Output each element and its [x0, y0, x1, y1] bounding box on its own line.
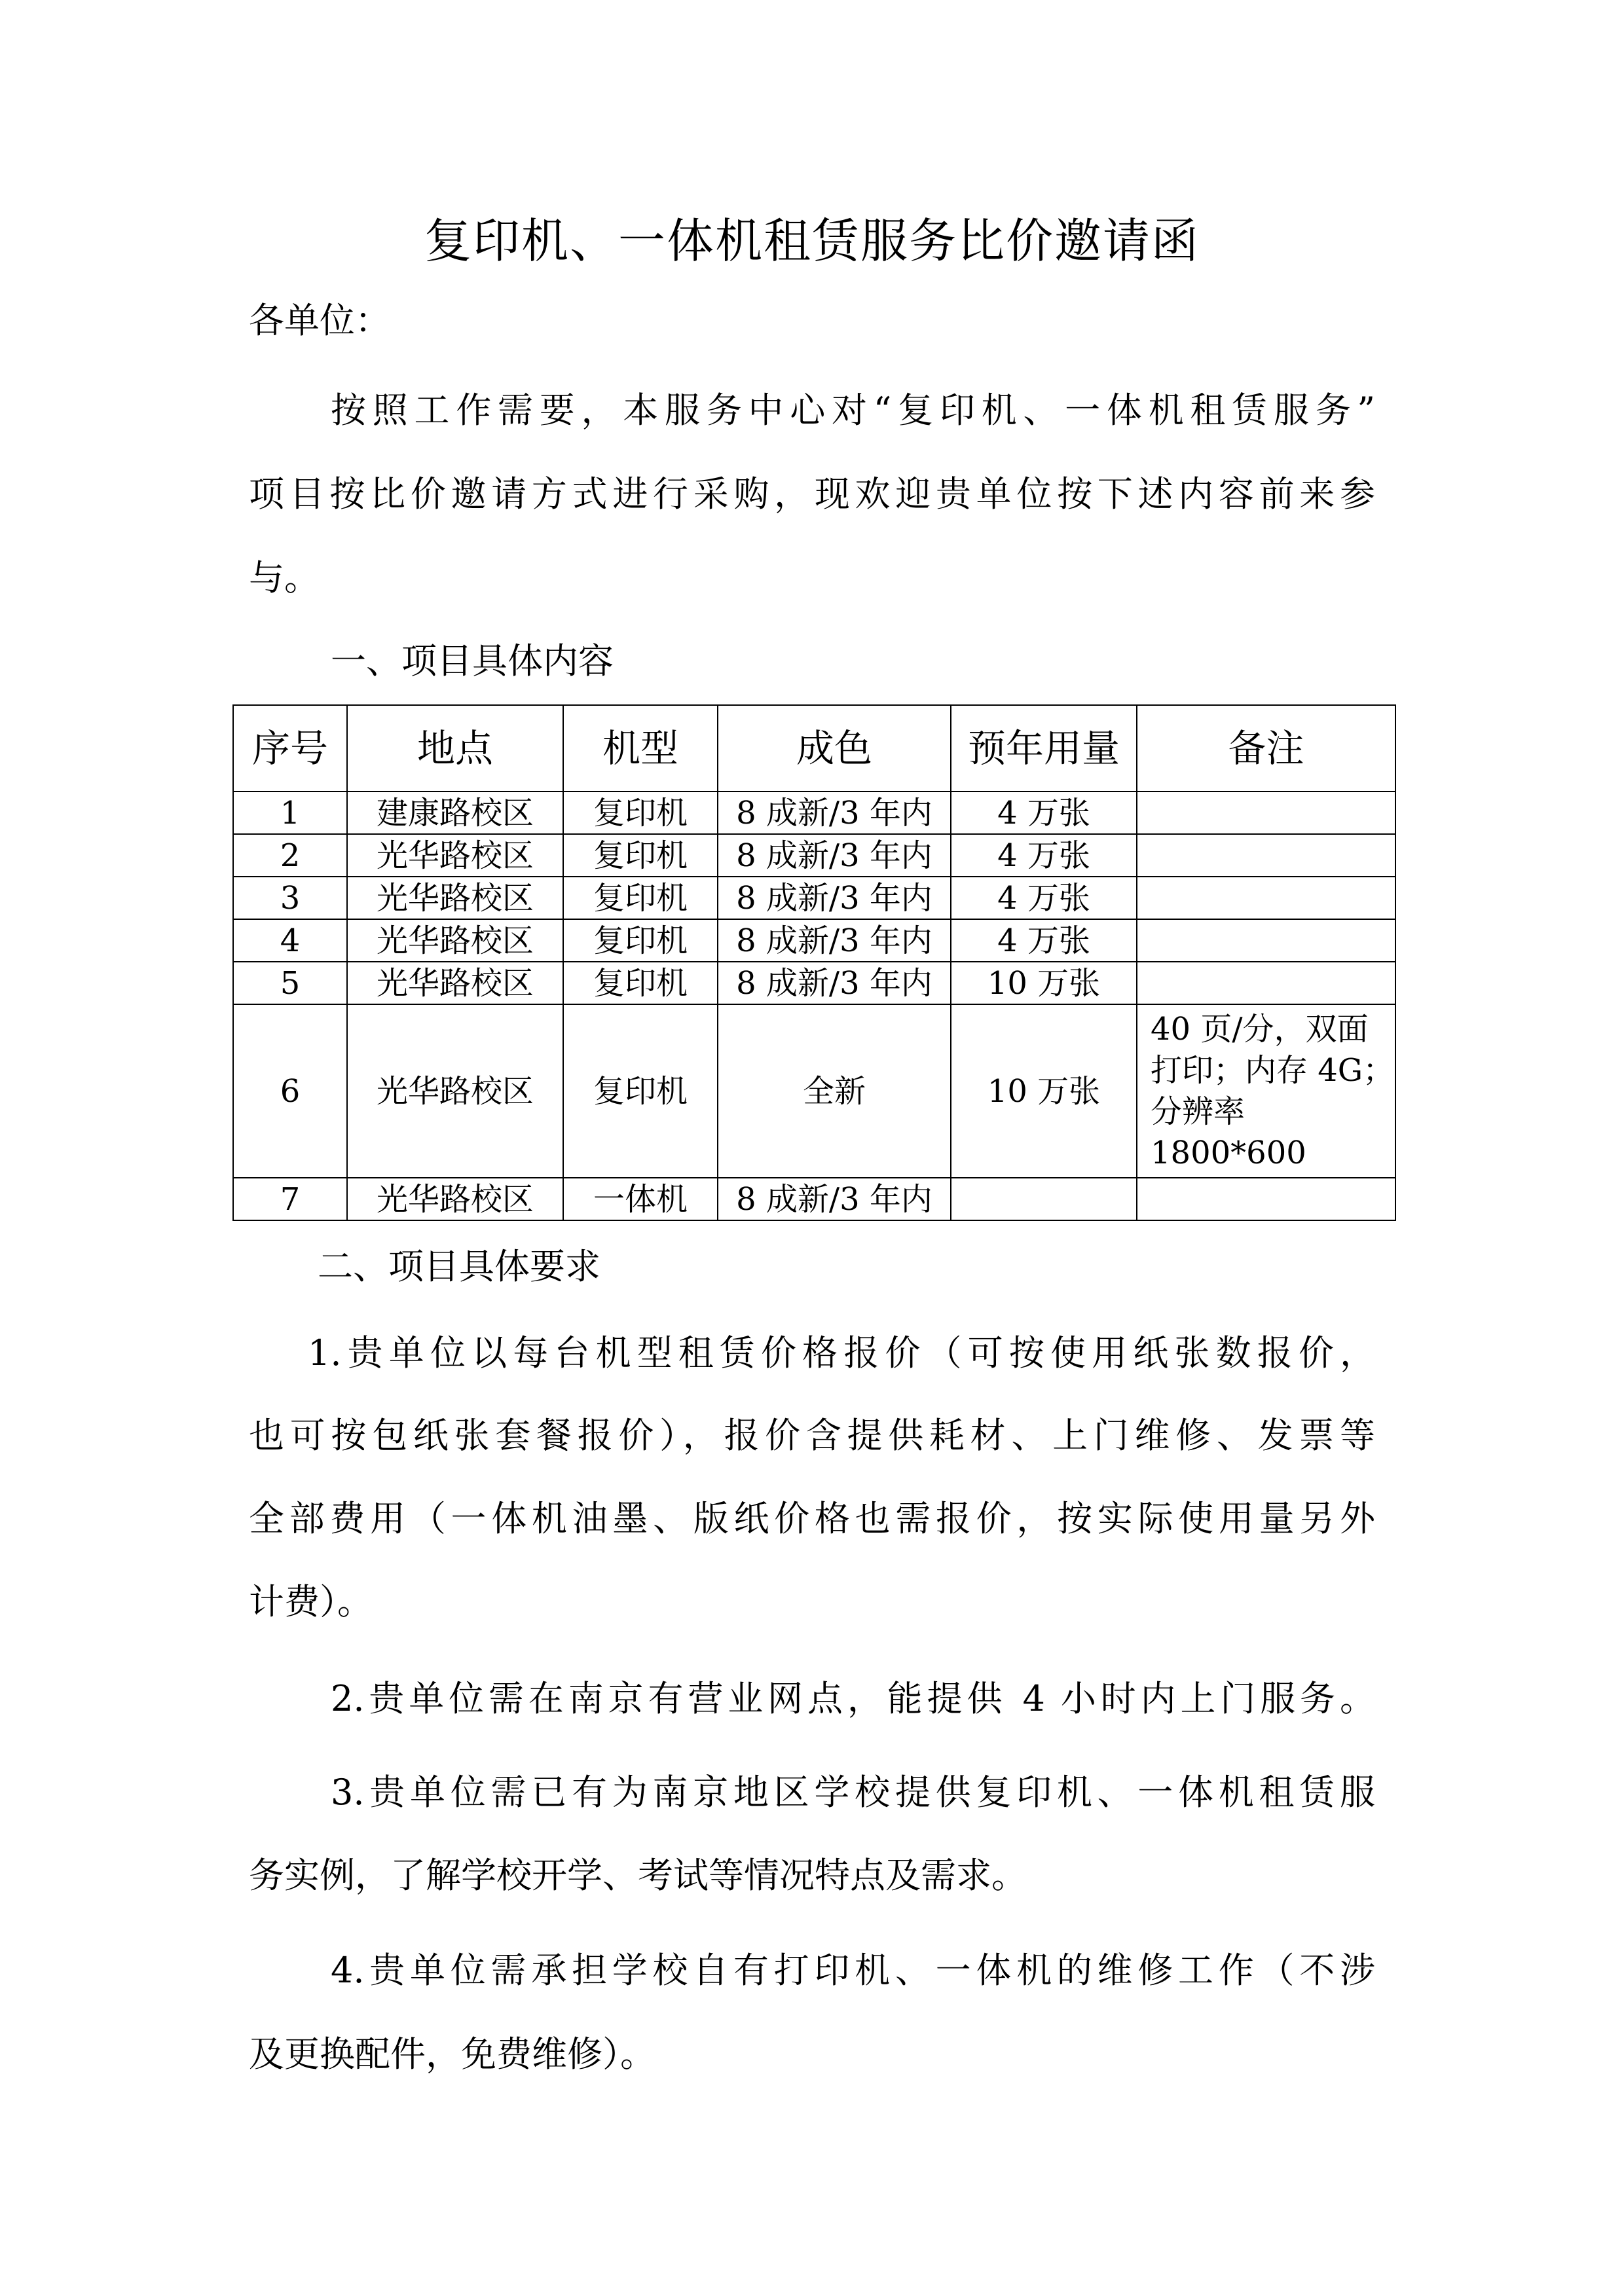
- cell-location: 光华路校区: [347, 1178, 563, 1220]
- cell-number: 6: [233, 1004, 347, 1178]
- table-row: [233, 792, 1395, 834]
- cell-location: 建康路校区: [347, 792, 563, 834]
- cell-number: 2: [233, 834, 347, 877]
- req1-line-4: 计费）。: [249, 1581, 373, 1622]
- header-condition: 成色: [718, 705, 951, 792]
- cell-number: 7: [233, 1178, 347, 1220]
- cell-remarks: [1137, 919, 1395, 962]
- cell-remarks: [1137, 962, 1395, 1004]
- cell-annual-volume: 4 万张: [951, 792, 1137, 834]
- cell-model: 复印机: [563, 877, 718, 919]
- cell-condition: 8 成新/3 年内: [718, 792, 951, 834]
- cell-condition: 8 成新/3 年内: [718, 962, 951, 1004]
- cell-location: 光华路校区: [347, 962, 563, 1004]
- cell-condition: 8 成新/3 年内: [718, 834, 951, 877]
- cell-condition: 8 成新/3 年内: [718, 919, 951, 962]
- cell-model: 复印机: [563, 962, 718, 1004]
- cell-number: 3: [233, 877, 347, 919]
- cell-remarks: [1137, 792, 1395, 834]
- req2-line-1: 2.贵单位需在南京有营业网点，能提供 4 小时内上门服务。: [331, 1678, 1375, 1719]
- req1-line-2: 也可按包纸张套餐报价），报价含提供耗材、上门维修、发票等: [249, 1415, 1375, 1456]
- table-row: [233, 834, 1395, 877]
- header-remarks: 备注: [1137, 705, 1395, 792]
- header-location: 地点: [347, 705, 563, 792]
- header-number: 序号: [233, 705, 347, 792]
- cell-number: 5: [233, 962, 347, 1004]
- cell-annual-volume: 4 万张: [951, 919, 1137, 962]
- cell-number: 4: [233, 919, 347, 962]
- cell-condition: 全新: [718, 1004, 951, 1178]
- cell-model: 复印机: [563, 919, 718, 962]
- section1-heading: 一、项目具体内容: [331, 640, 614, 682]
- table-body: [233, 792, 1395, 1220]
- cell-annual-volume: 10 万张: [951, 962, 1137, 1004]
- header-model: 机型: [563, 705, 718, 792]
- cell-annual-volume: 4 万张: [951, 877, 1137, 919]
- req1-line-3: 全部费用（一体机油墨、版纸价格也需报价，按实际使用量另外: [249, 1498, 1375, 1539]
- req4-line-2: 及更换配件，免费维修）。: [249, 2033, 655, 2075]
- cell-annual-volume: 4 万张: [951, 834, 1137, 877]
- intro-line-1: 按照工作需要，本服务中心对“复印机、一体机租赁服务”: [331, 390, 1375, 431]
- remarks-line: 打印；内存 4G；: [1151, 1051, 1395, 1089]
- table-row: [233, 962, 1395, 1004]
- cell-location: 光华路校区: [347, 834, 563, 877]
- req3-line-1: 3.贵单位需已有为南京地区学校提供复印机、一体机租赁服: [331, 1772, 1375, 1813]
- intro-line-3: 与。: [249, 557, 320, 598]
- intro-line-2: 项目按比价邀请方式进行采购，现欢迎贵单位按下述内容前来参: [249, 473, 1375, 515]
- cell-model: 复印机: [563, 834, 718, 877]
- table-row: [233, 1004, 1395, 1178]
- remarks-line: 1800*600: [1151, 1134, 1306, 1171]
- req3-line-2: 务实例，了解学校开学、考试等情况特点及需求。: [249, 1855, 1027, 1896]
- cell-model: 一体机: [563, 1178, 718, 1220]
- cell-location: 光华路校区: [347, 877, 563, 919]
- cell-annual-volume: 10 万张: [951, 1004, 1137, 1178]
- cell-model: 复印机: [563, 792, 718, 834]
- cell-condition: 8 成新/3 年内: [718, 877, 951, 919]
- table-header-row: [233, 705, 1395, 792]
- remarks-line: 分辨率: [1151, 1093, 1246, 1130]
- remarks-line: 40 页/分，双面: [1151, 1010, 1369, 1048]
- cell-remarks: [1137, 834, 1395, 877]
- table-row: [233, 919, 1395, 962]
- cell-location: 光华路校区: [347, 1004, 563, 1178]
- cell-location: 光华路校区: [347, 919, 563, 962]
- cell-number: 1: [233, 792, 347, 834]
- req1-line-1: 1.贵单位以每台机型租赁价格报价（可按使用纸张数报价，: [308, 1332, 1375, 1374]
- table-row: [233, 877, 1395, 919]
- section2-heading: 二、项目具体要求: [318, 1246, 600, 1287]
- salutation: 各单位：: [249, 300, 390, 341]
- items-table: [232, 704, 1396, 1221]
- header-annual-volume: 预年用量: [951, 705, 1137, 792]
- page-title: 复印机、一体机租赁服务比价邀请函: [424, 213, 1200, 268]
- table-row: [233, 1178, 1395, 1220]
- cell-remarks: [1137, 877, 1395, 919]
- cell-remarks: [1137, 1178, 1395, 1220]
- cell-remarks: [1137, 1004, 1395, 1178]
- cell-model: 复印机: [563, 1004, 718, 1178]
- cell-condition: 8 成新/3 年内: [718, 1178, 951, 1220]
- req4-line-1: 4.贵单位需承担学校自有打印机、一体机的维修工作（不涉: [331, 1950, 1375, 1991]
- cell-annual-volume: [951, 1178, 1137, 1220]
